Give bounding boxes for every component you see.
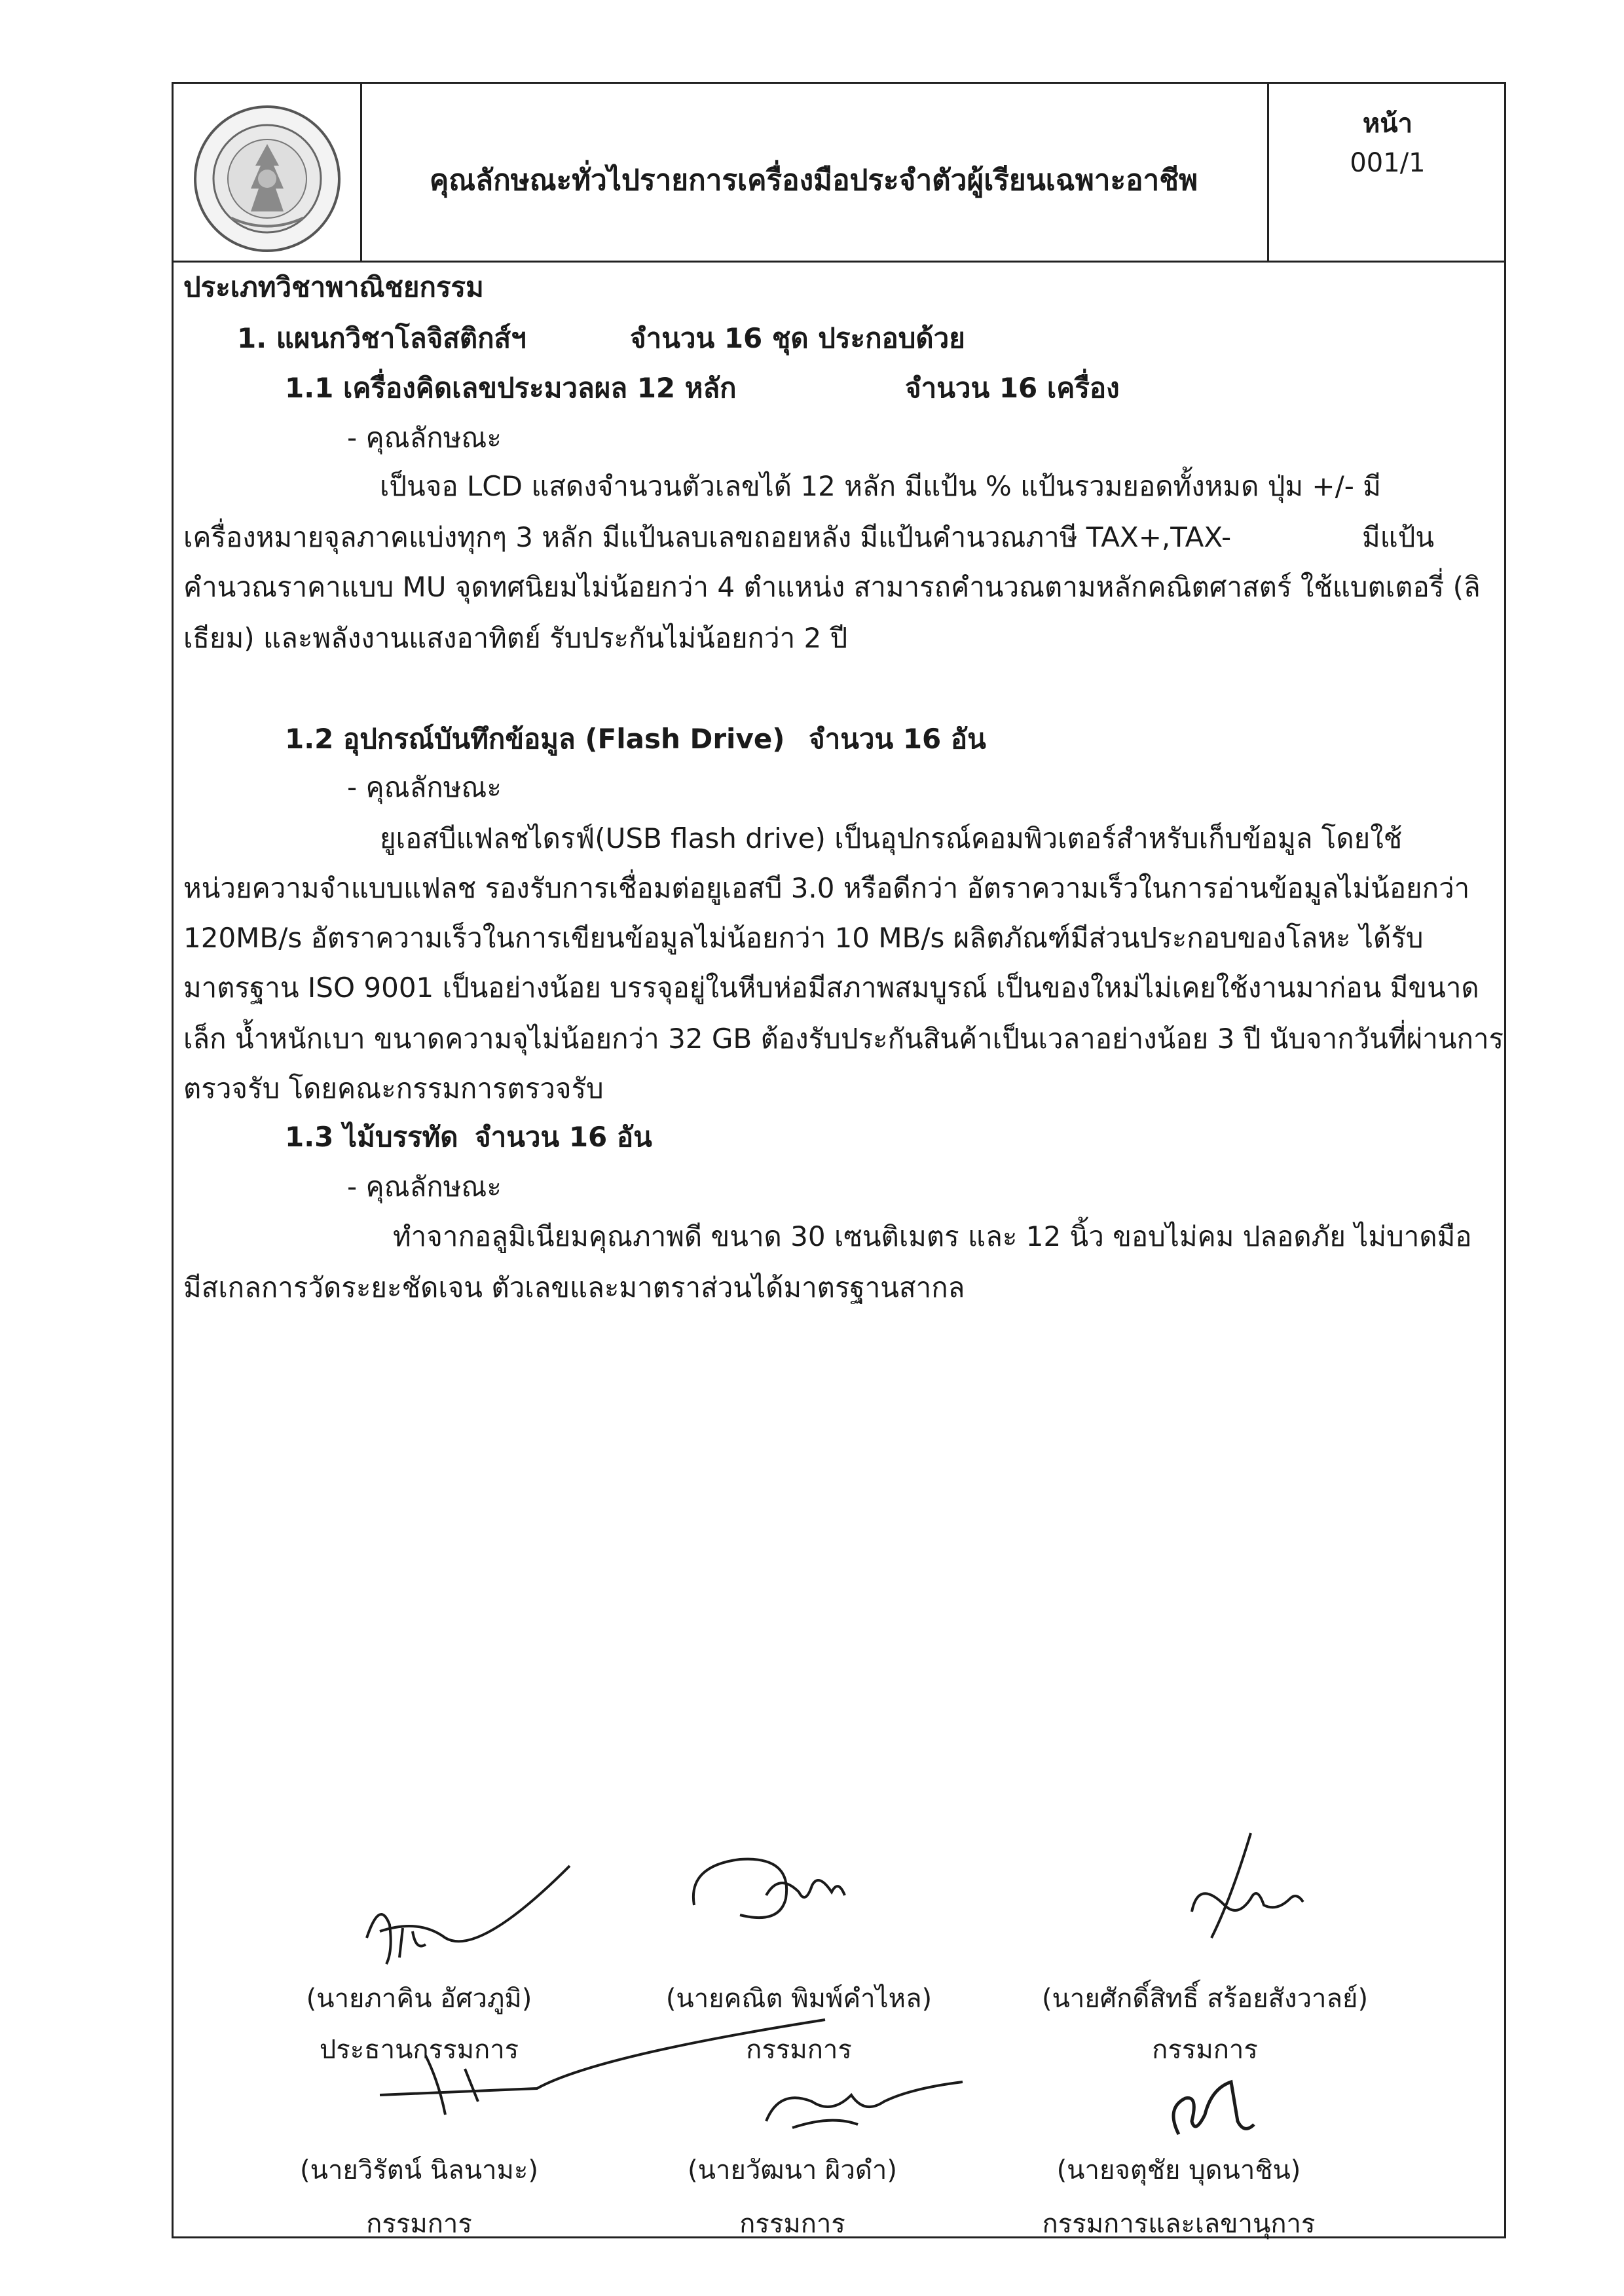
item2-line-3: 120MB/s อัตราความเร็วในการเขียนข้อมูลไม่น้อยกว่า 10 MB/s ผลิตภัณฑ์มีส่วนประกอบของโลหะ ได้รับ: [183, 922, 1424, 954]
item1-line-1: เป็นจอ LCD แสดงจำนวนตัวเลขได้ 12 หลัก มีแป้น % แป้นรวมยอดทั้งหมด ปุ่ม +/- มี: [380, 470, 1381, 502]
item2-heading: 1.2 อุปกรณ์บันทึกข้อมูล (Flash Drive): [285, 723, 785, 755]
signer-6-role: กรรมการและเลขานุการ: [1042, 2209, 1316, 2239]
item2-line-1: ยูเอสบีแฟลชไดรฟ์(USB flash drive) เป็นอุปกรณ์คอมพิวเตอร์สำหรับเก็บข้อมูล โดยใช้: [380, 822, 1403, 854]
signature-1: [341, 1853, 589, 1984]
section1-qty: จำนวน 16 ชุด ประกอบด้วย: [630, 322, 965, 354]
item2-line-5: เล็ก น้ำหนักเบา ขนาดความจุไม่น้อยกว่า 32 GB ต้องรับประกันสินค้าเป็นเวลาอย่างน้อย 3 ปี นับจากวันที่ผ่านการ: [183, 1023, 1504, 1055]
section1-heading: 1. แผนกวิชาโลจิสติกส์ฯ: [237, 322, 526, 354]
vocational-commission-seal: [192, 103, 342, 254]
header-table: [174, 84, 1504, 263]
signer-2-name: (นายคณิต พิมพ์คำไหล): [665, 1984, 932, 2014]
signer-1-role: ประธานกรรมการ: [319, 2035, 519, 2065]
page-label: หน้า: [1362, 109, 1413, 139]
signer-3-name: (นายศักดิ์สิทธิ์ สร้อยสังวาลย์): [1041, 1984, 1369, 2014]
page-number: 001/1: [1350, 148, 1426, 178]
item2-qty: จำนวน 16 อัน: [809, 723, 986, 755]
signer-5-role: กรรมการ: [739, 2209, 845, 2239]
signer-4-role: กรรมการ: [366, 2209, 472, 2239]
item1-heading: 1.1 เครื่องคิดเลขประมวลผล 12 หลัก: [285, 372, 737, 404]
item1-line-2-end: มีแป้น: [1362, 521, 1435, 553]
item1-line-2: เครื่องหมายจุลภาคแบ่งทุกๆ 3 หลัก มีแป้นลบเลขถอยหลัง มีแป้นคำนวณภาษี TAX+,TAX-: [183, 521, 1232, 553]
title-cell: [360, 84, 1269, 261]
logo-cell: [174, 84, 362, 261]
signature-5: [753, 2075, 969, 2147]
signer-6-name: (นายจตุชัย บุดนาชิน): [1056, 2155, 1301, 2185]
signature-2: [681, 1846, 877, 1938]
item1-line-4: เธียม) และพลังงานแสงอาทิตย์ รับประกันไม่น้อยกว่า 2 ปี: [183, 622, 848, 654]
signer-4-name: (นายวิรัตน์ นิลนามะ): [300, 2155, 538, 2185]
item1-qty: จำนวน 16 เครื่อง: [905, 372, 1120, 404]
item3-spec-label: - คุณลักษณะ: [347, 1171, 502, 1203]
item3-line-2: มีสเกลการวัดระยะชัดเจน ตัวเลขและมาตราส่วนได้มาตรฐานสากล: [183, 1271, 965, 1303]
item3-heading: 1.3 ไม้บรรทัด: [285, 1121, 458, 1153]
signer-2-role: กรรมการ: [746, 2035, 852, 2065]
signer-5-name: (นายวัฒนา ผิวดำ): [688, 2155, 897, 2185]
item2-spec-label: - คุณลักษณะ: [347, 771, 502, 803]
item2-line-2: หน่วยความจำแบบแฟลช รองรับการเชื่อมต่อยูเอสบี 3.0 หรือดีกว่า อัตราความเร็วในการอ่านข้อมูลไม่น้อยกว่า: [183, 872, 1470, 904]
item2-line-4: มาตรฐาน ISO 9001 เป็นอย่างน้อย บรรจุอยู่ในหีบห่อมีสภาพสมบูรณ์ เป็นของใหม่ไม่เคยใช้งานมาก่อน มีขนาด: [183, 972, 1479, 1004]
item2-line-6: ตรวจรับ โดยคณะกรรมการตรวจรับ: [183, 1072, 604, 1104]
item3-qty: จำนวน 16 อัน: [475, 1121, 652, 1153]
item1-spec-label: - คุณลักษณะ: [347, 422, 502, 454]
signature-3: [1153, 1827, 1323, 1951]
signature-6: [1139, 2062, 1270, 2147]
signer-1-name: (นายภาคิน อัศวภูมิ): [306, 1984, 532, 2014]
item3-line-1: ทำจากอลูมิเนียมคุณภาพดี ขนาด 30 เซนติเมตร และ 12 นิ้ว ขอบไม่คม ปลอดภัย ไม่บาดมือ: [393, 1220, 1472, 1252]
item1-line-3: คำนวณราคาแบบ MU จุดทศนิยมไม่น้อยกว่า 4 ตำแหน่ง สามารถคำนวณตามหลักคณิตศาสตร์ ใช้แบตเตอรี่ (ลิ: [183, 571, 1481, 603]
category-heading: ประเภทวิชาพาณิชยกรรม: [183, 271, 484, 303]
document-title: คุณลักษณะทั่วไปรายการเครื่องมือประจำตัวผู้เรียนเฉพาะอาชีพ: [429, 164, 1198, 197]
signer-3-role: กรรมการ: [1152, 2035, 1258, 2065]
page-cell: [1267, 84, 1508, 261]
